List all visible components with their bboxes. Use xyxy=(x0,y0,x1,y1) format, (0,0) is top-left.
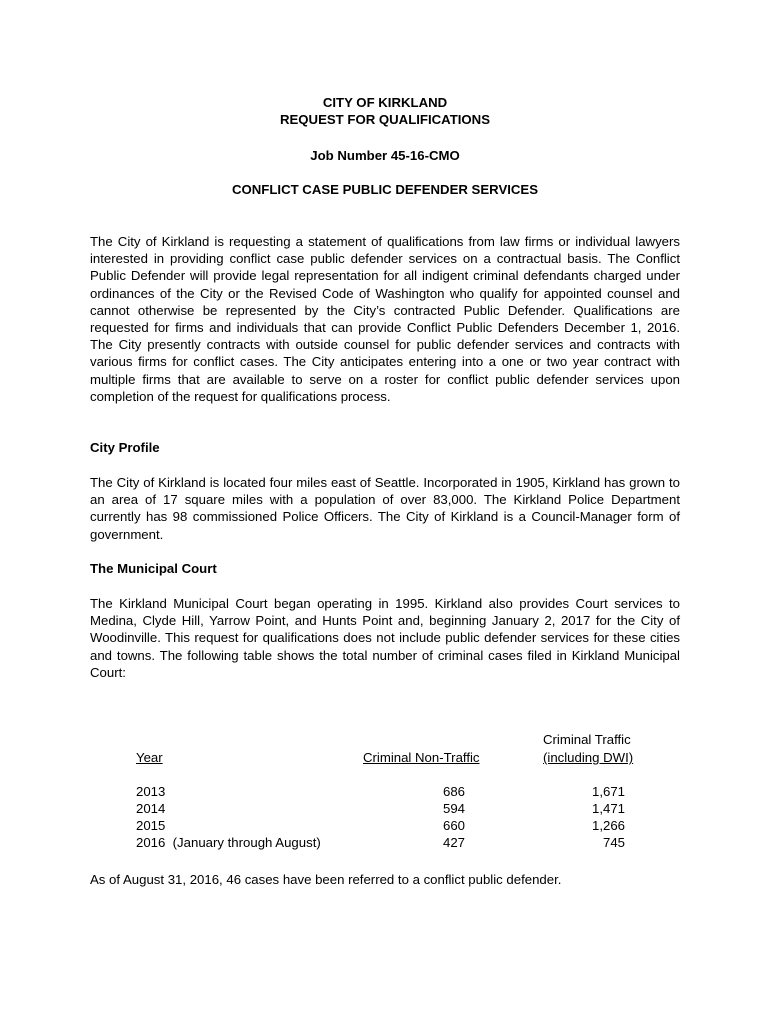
col-header-nontraffic: Criminal Non-Traffic xyxy=(363,750,480,765)
col-header-traffic-line2: (including DWI) xyxy=(543,750,634,765)
row-traffic: 1,671 xyxy=(591,784,625,799)
row-nontraffic: 686 xyxy=(442,784,465,799)
municipal-court-heading: The Municipal Court xyxy=(90,561,217,576)
municipal-court-paragraph: The Kirkland Municipal Court began operating in 1995. Kirkland also provides Court services to Medina, Clyde Hill, Yarrow Point, and Hunts Point and, beginning January 2, 2017 for the City of Woodinville. This request for qualifications does not include public defender services for these cities and towns. The following table shows the total number of criminal cases filed in Kirkland Municipal Court: xyxy=(90,596,680,680)
row-year: 2015 xyxy=(136,818,166,833)
title-city: CITY OF KIRKLAND xyxy=(322,95,448,110)
row-nontraffic: 660 xyxy=(442,818,465,833)
city-profile-paragraph: The City of Kirkland is located four miles east of Seattle. Incorporated in 1905, Kirkland has grown to an area of 17 square miles with a population of over 83,000. The Kirkland Police Department currently has 98 commissioned Police Officers. The City of Kirkland is a Council-Manager form of government. xyxy=(90,475,680,542)
col-header-year: Year xyxy=(136,750,163,765)
subject-title: CONFLICT CASE PUBLIC DEFENDER SERVICES xyxy=(231,182,539,197)
row-nontraffic: 594 xyxy=(442,801,465,816)
title-rfq: REQUEST FOR QUALIFICATIONS xyxy=(279,112,491,127)
job-number: Job Number 45-16-CMO xyxy=(310,148,460,163)
row-traffic: 745 xyxy=(602,835,625,850)
col-header-traffic-line1: Criminal Traffic xyxy=(543,732,631,747)
referral-note: As of August 31, 2016, 46 cases have been referred to a conflict public defender. xyxy=(90,872,562,887)
row-year: 2016 (January through August) xyxy=(136,835,321,850)
city-profile-heading: City Profile xyxy=(90,440,160,455)
row-traffic: 1,471 xyxy=(591,801,625,816)
row-year: 2014 xyxy=(136,801,166,816)
row-year: 2013 xyxy=(136,784,166,799)
intro-paragraph: The City of Kirkland is requesting a statement of qualifications from law firms or individual lawyers interested in providing conflict case public defender services on a contractual basis. The Conflict Public Defender will provide legal representation for all indigent criminal defendants charged under ordinances of the City or the Revised Code of Washington who qualify for appointed counsel and cannot otherwise be represented by the City’s contracted Public Defender. Qualifications are requested for firms and individuals that can provide Conflict Public Defenders December 1, 2016. The City presently contracts with outside counsel for public defender services and contracts with various firms for conflict cases. The City anticipates entering into a one or two year contract with multiple firms that are available to serve on a roster for conflict public defender services upon completion of the request for qualifications process. xyxy=(90,234,680,404)
row-traffic: 1,266 xyxy=(591,818,625,833)
row-nontraffic: 427 xyxy=(442,835,465,850)
